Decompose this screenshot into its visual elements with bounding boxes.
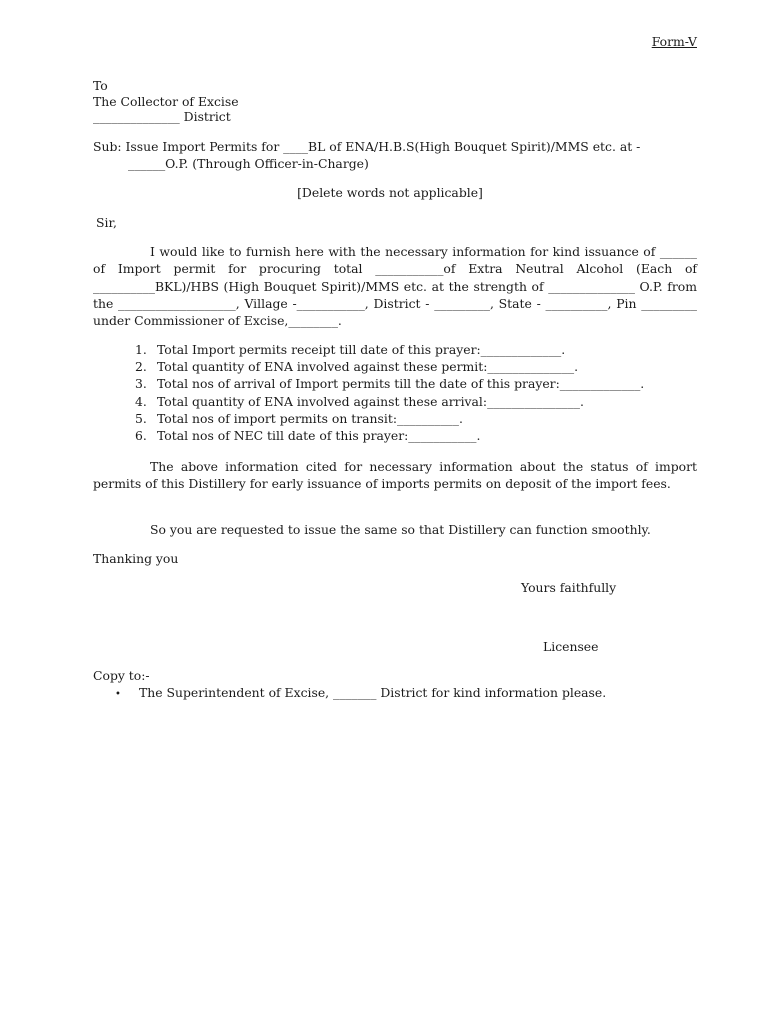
paragraph-request-issue-text: So you are requested to issue the same so that Distillery can function smoothly. xyxy=(150,522,651,537)
subject-line-2: ______O.P. (Through Officer-in-Charge) xyxy=(128,156,369,171)
copy-to-list xyxy=(115,685,606,700)
list-item-number: 3. xyxy=(135,376,147,392)
delete-note: [Delete words not applicable] xyxy=(297,185,483,200)
list-item xyxy=(135,427,644,444)
list-item-number: 2. xyxy=(135,359,147,375)
list-item-text: Total quantity of ENA involved against these arrival:_______________. xyxy=(157,393,584,409)
list-item xyxy=(135,410,644,427)
list-item xyxy=(135,358,644,375)
closing-thanks: Thanking you xyxy=(93,551,179,566)
list-item xyxy=(135,341,644,358)
list-item-number: 6. xyxy=(135,428,147,444)
signatory-label: Licensee xyxy=(543,639,599,654)
copy-to-item-text: The Superintendent of Excise, _______ District for kind information please. xyxy=(139,685,607,700)
paragraph-request-issue xyxy=(93,521,697,538)
list-item-number: 5. xyxy=(135,410,147,426)
salutation: Sir, xyxy=(96,215,117,230)
copy-to-heading: Copy to:- xyxy=(93,668,150,683)
subject-block xyxy=(93,138,698,172)
paragraph-request xyxy=(93,243,697,329)
closing-yours: Yours faithfully xyxy=(521,580,617,595)
form-number: Form-V xyxy=(651,34,697,49)
list-item-text: Total nos of NEC till date of this prayer:___________. xyxy=(157,428,481,444)
information-list xyxy=(135,341,644,444)
address-district: ______________ District xyxy=(93,109,231,124)
list-item-text: Total nos of import permits on transit:__________. xyxy=(157,410,463,426)
list-item xyxy=(135,393,644,410)
list-item xyxy=(115,685,606,700)
subject-line-1: Sub: Issue Import Permits for ____BL of ENA/H.B.S(High Bouquet Spirit)/MMS etc. at - xyxy=(93,139,641,154)
paragraph-request-text: I would like to furnish here with the necessary information for kind issuance of ______ of Import permit for procuring total ___________of Extra Neutral Alcohol (Each of __________BKL)/HBS (High Bouquet Spirit)/MMS etc. at the strength of ______________ O.P. from the ___________________, Village -___________, District - _________, State - __________, Pin _________ under Commissioner of Excise,________. xyxy=(93,244,697,329)
list-item-number: 1. xyxy=(135,342,147,357)
address-to: To xyxy=(93,78,108,93)
list-item-text: Total nos of arrival of Import permits till the date of this prayer:_____________. xyxy=(157,376,645,392)
recipient-address xyxy=(93,78,239,125)
list-item-text: Total quantity of ENA involved against these permit:______________. xyxy=(157,359,579,375)
list-item xyxy=(135,375,644,392)
paragraph-status xyxy=(93,458,697,493)
list-item-number: 4. xyxy=(135,393,147,409)
list-item-text: Total Import permits receipt till date of this prayer:_____________. xyxy=(157,342,566,357)
paragraph-status-text: The above information cited for necessary information about the status of import permits of this Distillery for early issuance of imports permits on deposit of the import fees. xyxy=(93,459,697,492)
address-recipient: The Collector of Excise xyxy=(93,93,239,109)
bullet-icon: • xyxy=(115,689,121,700)
